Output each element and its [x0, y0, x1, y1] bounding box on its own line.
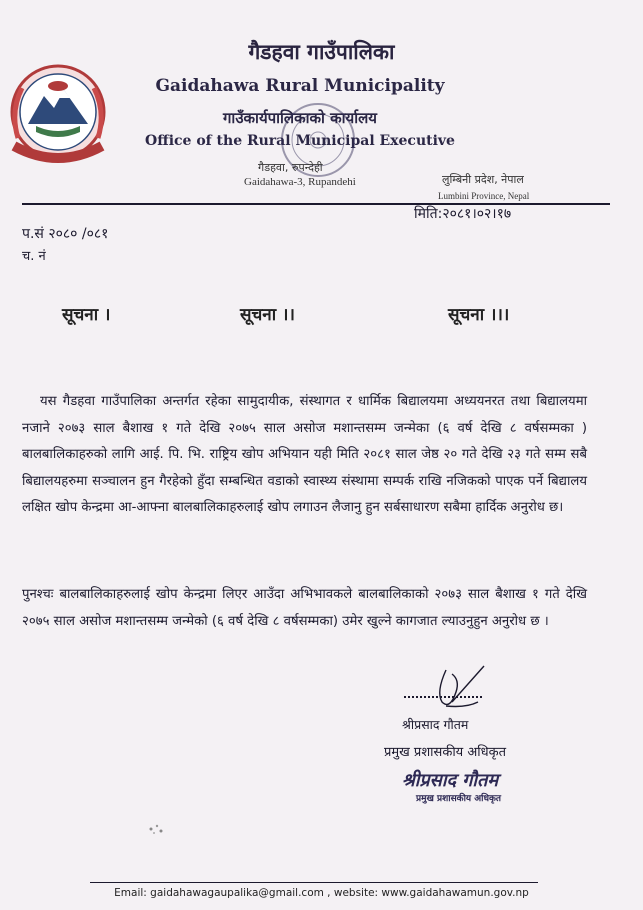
postscript-text: बालबालिकाहरुलाई खोप केन्द्रमा लिएर आउँदा अभिभावकले बालबालिकाको २०७३ साल बैशाख १ गते देखि २०७५ साल असोज मशान्तसम्म जन्मेको (६ वर्ष देखि ८ वर्षसम्मका) उमेर खुल्ने कागजात ल्याउनुहुन अनुरोध छ । — [22, 587, 587, 629]
office-name-np: गाउँकार्यपालिकाको कार्यालय — [222, 109, 377, 127]
signatory-title: प्रमुख प्रशासकीय अधिकृत — [384, 745, 507, 760]
dispatch-number: च. नं — [22, 249, 46, 264]
office-name-en: Office of the Rural Municipal Executive — [145, 133, 455, 149]
postscript — [22, 582, 587, 635]
signature-icon — [416, 662, 496, 712]
letter-date: मिति:२०८१।०२।१७ — [414, 206, 512, 222]
name-stamp: श्रीप्रसाद गौतम — [402, 770, 499, 791]
notice-body: यस गैडहवा गाउँपालिका अन्तर्गत रहेका सामुदायीक, संस्थागत र धार्मिक बिद्यालयमा अध्ययनरत तथा बिद्यालयमा नजाने २०७३ साल बैशाख १ गते देखि २०७५ साल असोज मशान्तसम्म जन्मेका (६ वर्ष देखि ८ वर्षसम्मका ) बालबालिकाहरुको लागि आई. पि. भि. राष्ट्रिय खोप अभियान यही मिति २०८१ साल जेष्ठ २० गते देखि २३ गते सम्म सबै बिद्यालयहरुमा सञ्चालन हुन गैरहेको हुँदा सम्बन्धित वडाको स्वास्थ्य संस्थामा सम्पर्क राखि नजिकको पाएक पर्ने बिद्यालय लक्षित खोप केन्द्रमा आ-आफ्ना बालबालिकाहरुलाई खोप लगाउन लैजानु हुन सर्बसाधारण सबैमा हार्दिक अनुरोध छ। — [22, 394, 587, 515]
notice-heading-2: सूचना ।। — [240, 305, 295, 325]
reference-number: प.सं २०८० /०८१ — [22, 226, 109, 242]
province-en: Lumbini Province, Nepal — [438, 191, 530, 201]
municipality-name-en: Gaidahawa Rural Municipality — [155, 76, 445, 96]
title-stamp: प्रमुख प्रशासकीय अधिकृत — [416, 794, 502, 804]
footer-contact: Email: gaidahawagaupalika@gmail.com , website: www.gaidahawamun.gov.np — [114, 887, 529, 899]
signatory-name: श्रीप्रसाद गौतम — [402, 717, 469, 732]
signature-line — [404, 696, 482, 698]
header-divider — [22, 203, 610, 205]
ink-smudge-icon — [145, 822, 167, 836]
notice-heading-3: सूचना ।।। — [448, 305, 510, 325]
notice-heading-1: सूचना । — [62, 305, 111, 325]
postscript-label: पुनश्चः — [22, 587, 54, 602]
municipality-name-np: गैडहवा गाउँपालिका — [248, 40, 395, 64]
address-en: Gaidahawa-3, Rupandehi — [244, 176, 356, 188]
footer-divider — [90, 882, 538, 883]
province-np: लुम्बिनी प्रदेश, नेपाल — [442, 173, 524, 186]
address-np: गैडहवा, रुपन्देही — [258, 161, 323, 174]
